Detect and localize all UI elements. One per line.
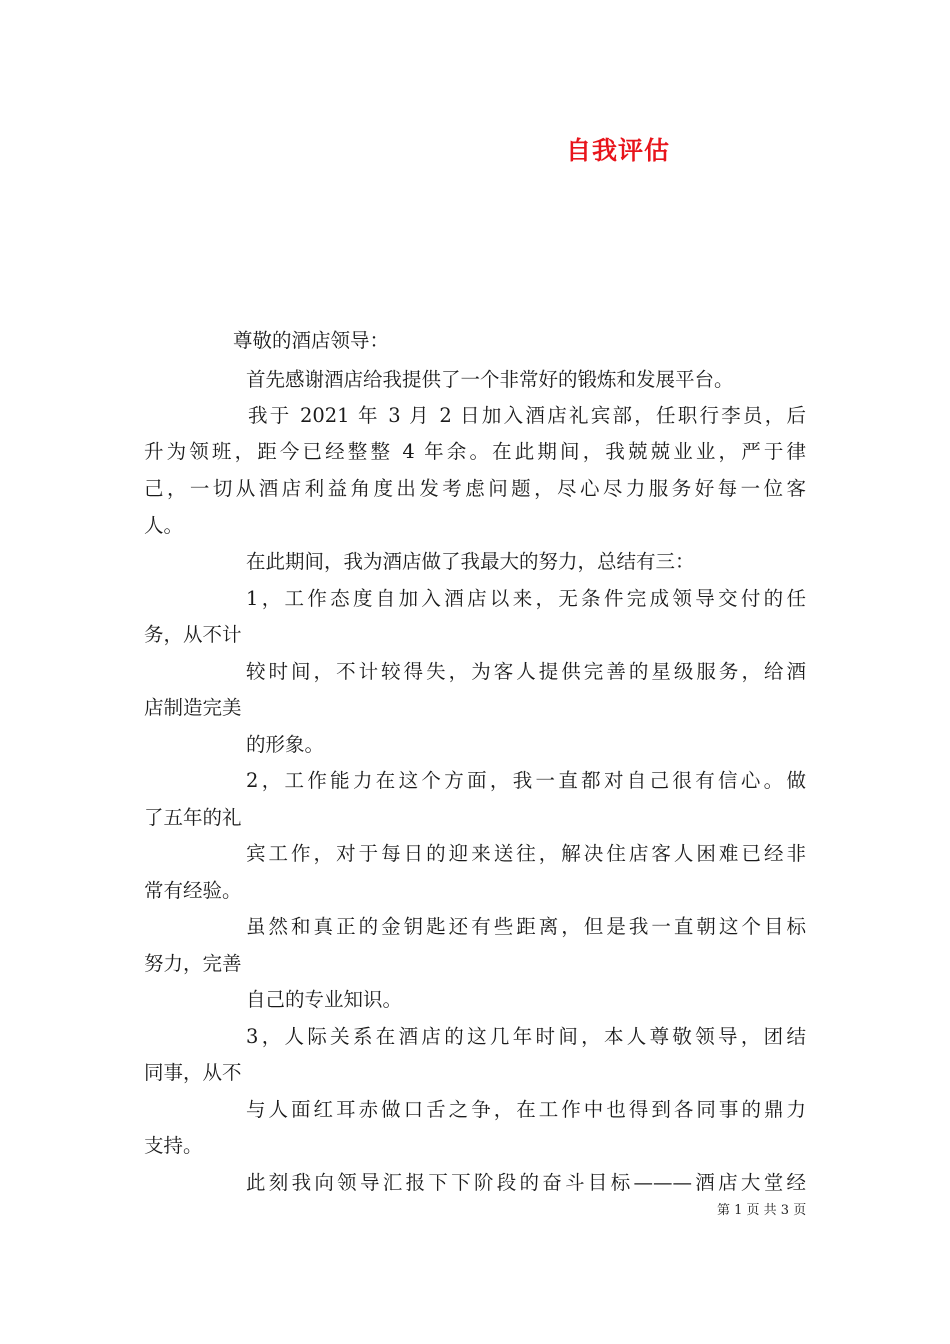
list-item-line: 3，人际关系在酒店的这几年时间，本人尊敬领导，团结 bbox=[246, 1025, 806, 1048]
list-item-line: 较时间，不计较得失，为客人提供完善的星级服务，给酒 bbox=[246, 660, 806, 683]
list-item-line: 支持。 bbox=[144, 1134, 203, 1157]
list-item-line: 同事，从不 bbox=[144, 1061, 242, 1084]
list-item-line: 1，工作态度自加入酒店以来，无条件完成领导交付的任 bbox=[246, 587, 806, 610]
salutation-line: 尊敬的酒店领导： bbox=[233, 329, 390, 352]
body-line: 人。 bbox=[144, 514, 184, 537]
body-line: 努力，完善 bbox=[144, 952, 242, 975]
body-line: 自己的专业知识。 bbox=[246, 988, 403, 1011]
list-item-line: 的形象。 bbox=[246, 733, 325, 756]
body-line: 我于 2021 年 3 月 2 日加入酒店礼宾部，任职行李员，后 bbox=[248, 404, 806, 427]
list-item-line: 店制造完美 bbox=[144, 696, 242, 719]
body-line: 此刻我向领导汇报下下阶段的奋斗目标———酒店大堂经 bbox=[246, 1171, 806, 1194]
list-item-line: 务，从不计 bbox=[144, 623, 242, 646]
list-item-line: 常有经验。 bbox=[144, 879, 242, 902]
body-line: 首先感谢酒店给我提供了一个非常好的锻炼和发展平台。 bbox=[246, 368, 734, 391]
list-item-line: 与人面红耳赤做口舌之争，在工作中也得到各同事的鼎力 bbox=[246, 1098, 806, 1121]
list-item-line: 了五年的礼 bbox=[144, 806, 242, 829]
document-title: 自我评估 bbox=[566, 136, 671, 165]
body-line: 在此期间，我为酒店做了我最大的努力，总结有三： bbox=[246, 550, 695, 573]
list-item-line: 2，工作能力在这个方面，我一直都对自己很有信心。做 bbox=[246, 769, 806, 792]
body-line: 己，一切从酒店利益角度出发考虑问题，尽心尽力服务好每一位客 bbox=[144, 477, 806, 500]
body-line: 升为领班，距今已经整整 4 年余。在此期间，我兢兢业业，严于律 bbox=[144, 440, 806, 463]
list-item-line: 宾工作，对于每日的迎来送往，解决住店客人困难已经非 bbox=[246, 842, 806, 865]
body-line: 虽然和真正的金钥匙还有些距离，但是我一直朝这个目标 bbox=[246, 915, 806, 938]
page-number: 第 1 页 共 3 页 bbox=[717, 1203, 807, 1218]
